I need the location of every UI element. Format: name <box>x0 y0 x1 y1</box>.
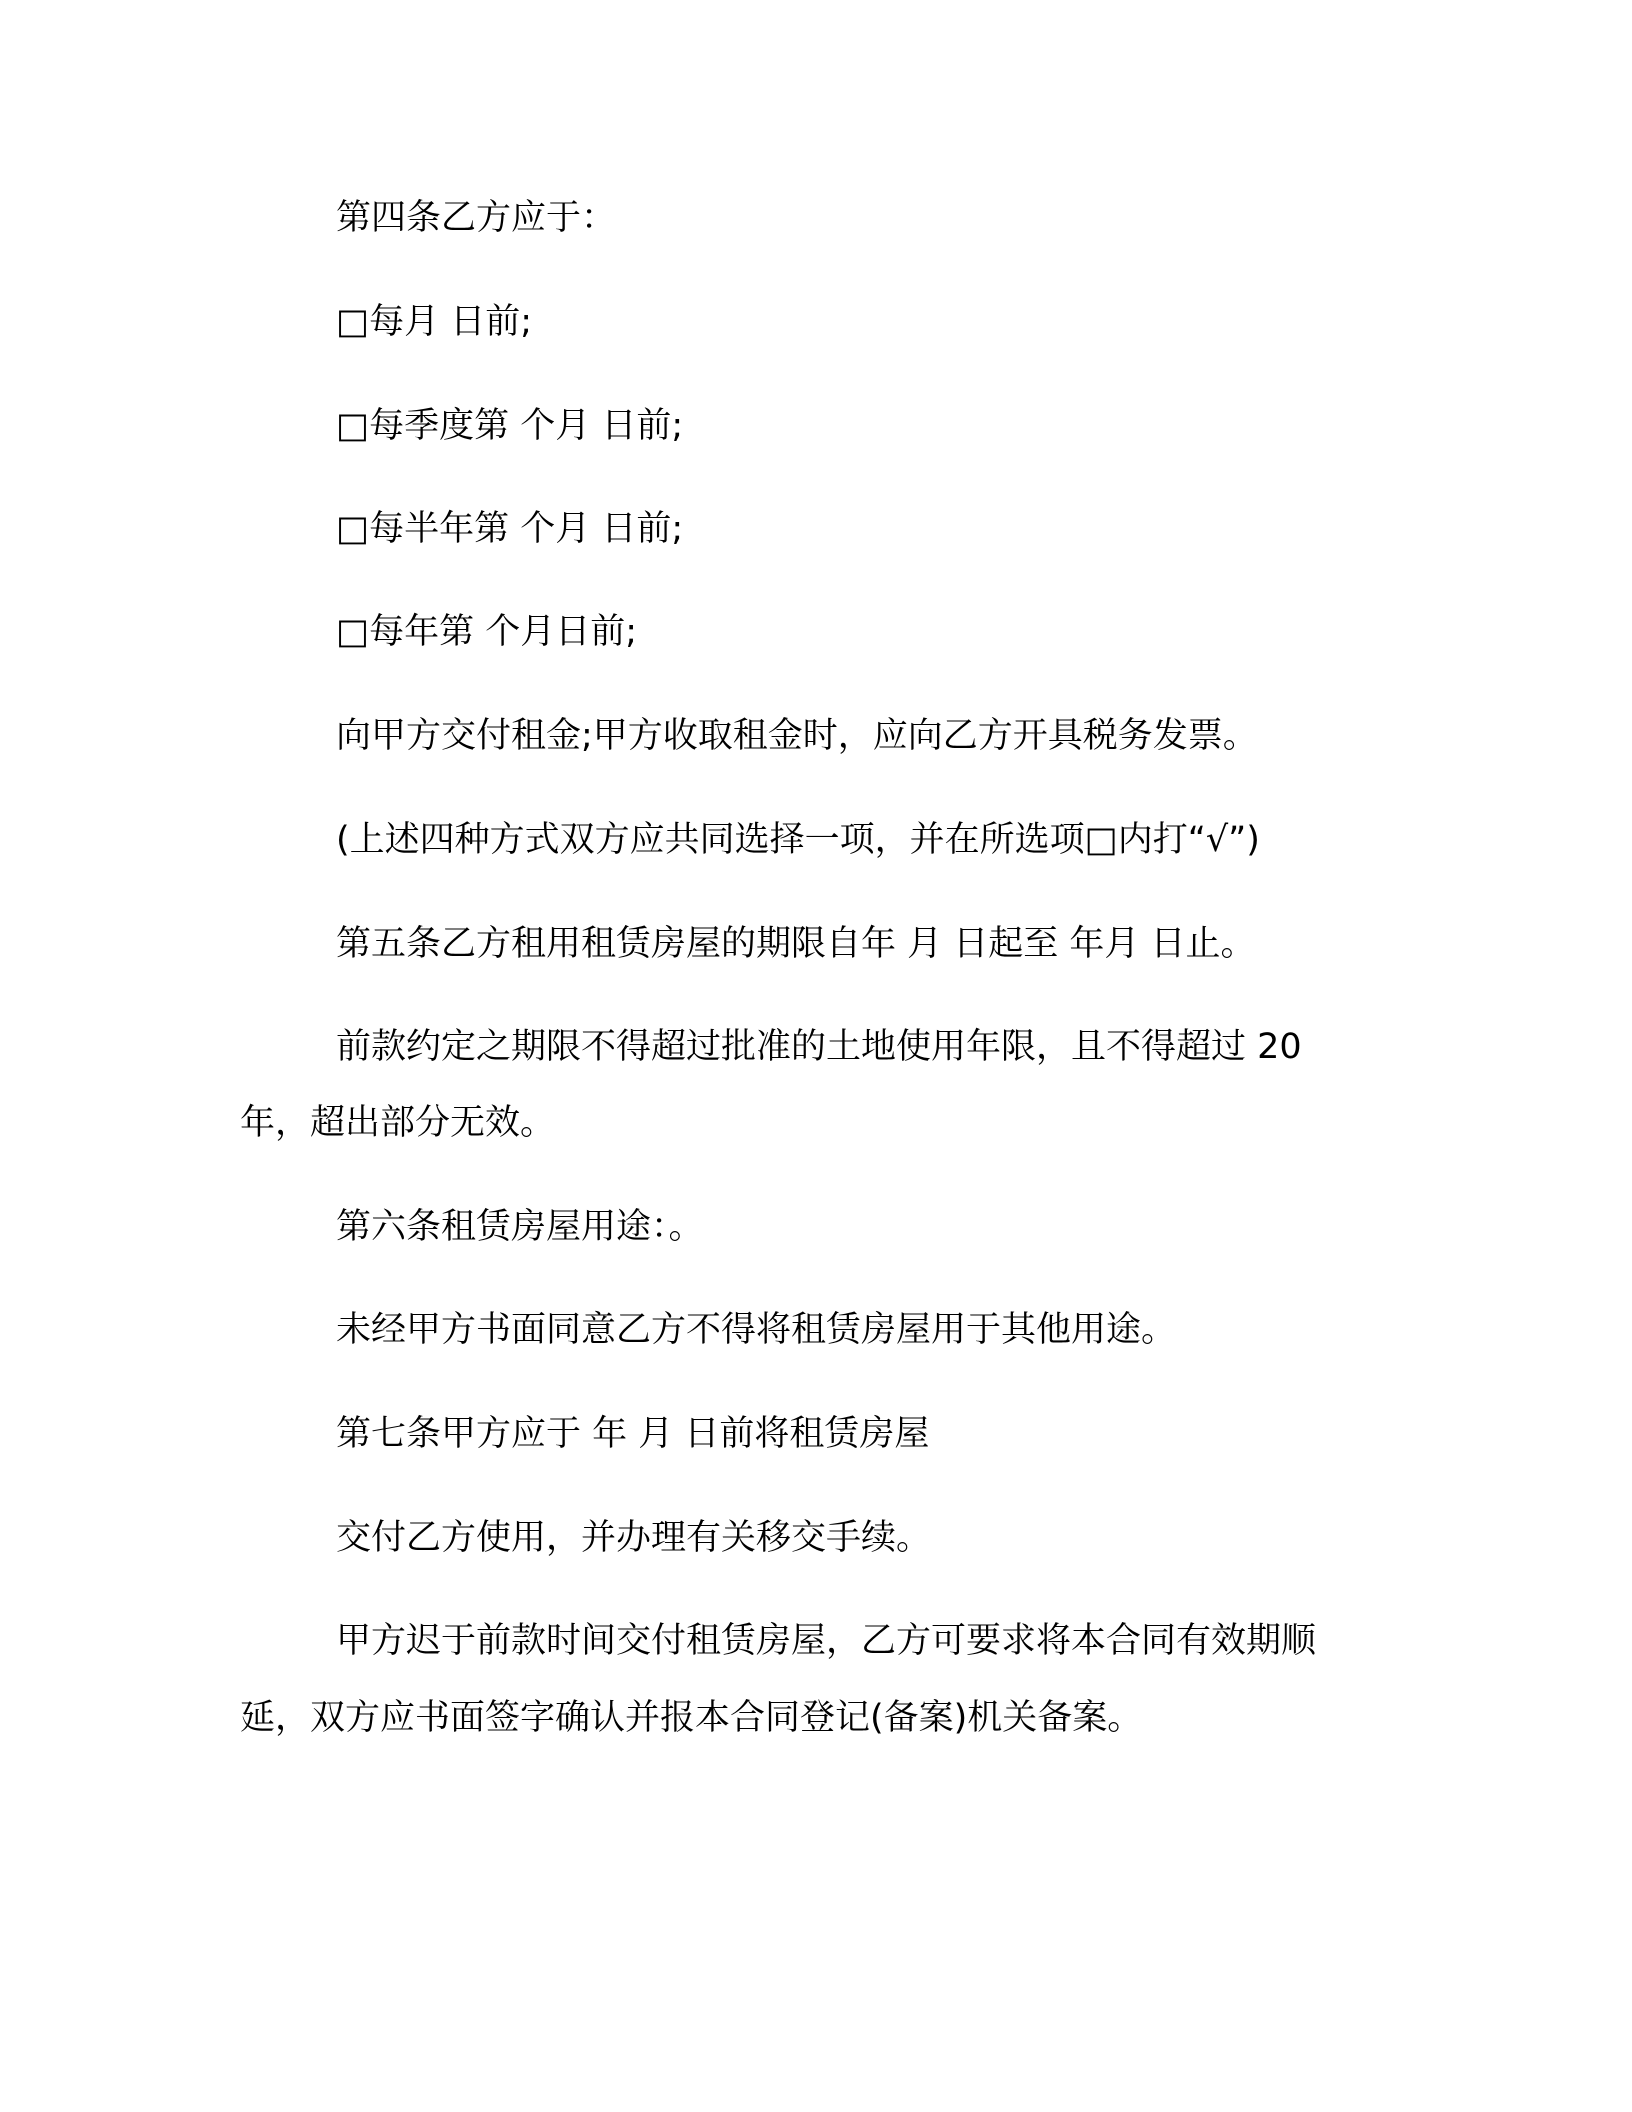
article-6-text: 第六条租赁房屋用途：。 <box>336 1207 704 1247</box>
usage-restriction-text: 未经甲方书面同意乙方不得将租赁房屋用于其他用途。 <box>336 1310 1177 1350</box>
delay-text-line2: 延，双方应书面签字确认并报本合同登记(备案)机关备案。 <box>240 1698 1143 1738</box>
delay-text-line1: 甲方迟于前款时间交付租赁房屋，乙方可要求将本合同有效期顺 <box>336 1621 1317 1661</box>
term-limit-text-line1: 前款约定之期限不得超过批准的土地使用年限，且不得超过 20 <box>336 1027 1302 1067</box>
article-7-text: 第七条甲方应于 年 月 日前将租赁房屋 <box>336 1414 930 1454</box>
option-monthly: □每月 日前; <box>336 302 532 342</box>
option-quarterly: □每季度第 个月 日前; <box>336 406 684 446</box>
rent-payment-text: 向甲方交付租金;甲方收取租金时，应向乙方开具税务发票。 <box>336 716 1258 756</box>
handover-text: 交付乙方使用，并办理有关移交手续。 <box>336 1518 932 1558</box>
term-limit-text-line2: 年，超出部分无效。 <box>240 1103 556 1143</box>
selection-note: (上述四种方式双方应共同选择一项，并在所选项□内打“√”) <box>336 820 1260 860</box>
article-5-text: 第五条乙方租用租赁房屋的期限自年 月 日起至 年月 日止。 <box>336 924 1256 964</box>
option-semiannual: □每半年第 个月 日前; <box>336 509 684 549</box>
article-4-heading: 第四条乙方应于： <box>336 198 617 238</box>
option-annual: □每年第 个月日前; <box>336 612 637 652</box>
